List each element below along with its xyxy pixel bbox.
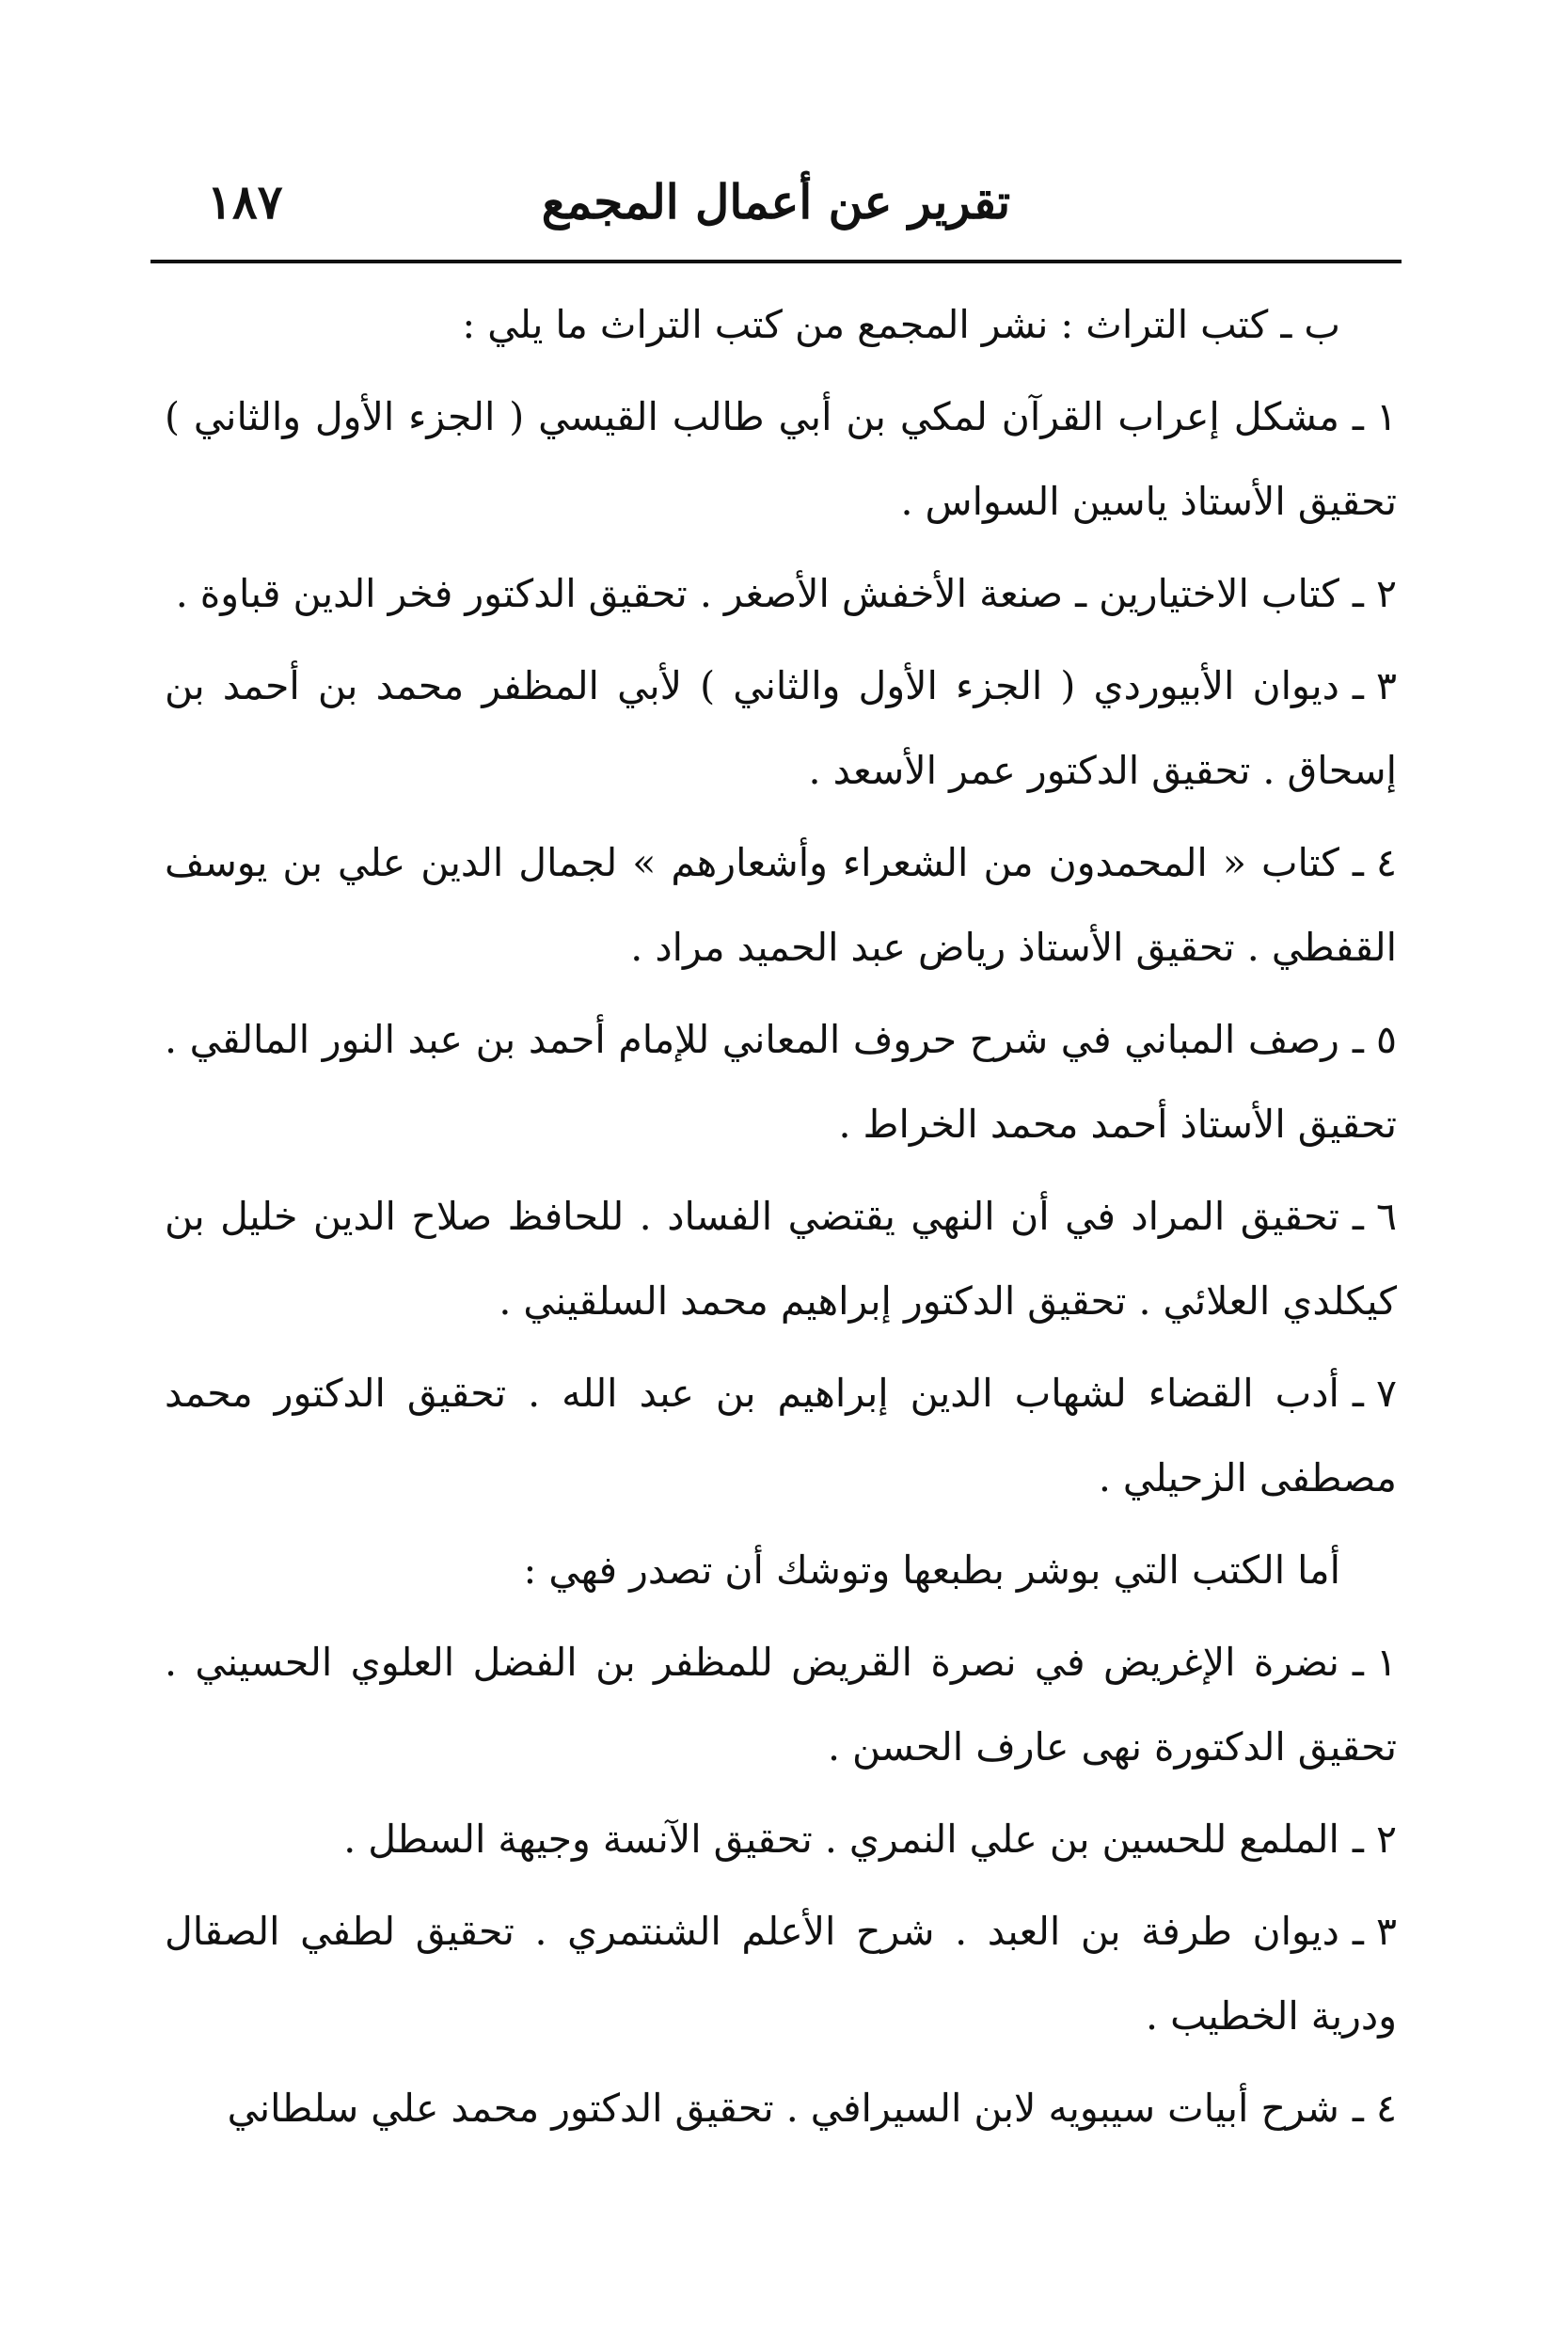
list-item bbox=[165, 374, 1397, 544]
item-number: ٤ ـ bbox=[1352, 840, 1397, 885]
item-text: رصف المباني في شرح حروف المعاني للإمام أحمد بن عبد النور المالقي . تحقيق الأستاذ أحمد محمد الخراط . bbox=[165, 1017, 1397, 1147]
item-text: كتاب « المحمدون من الشعراء وأشعارهم » لجمال الدين علي بن يوسف القفطي . تحقيق الأستاذ رياض عبد الحميد مراد . bbox=[165, 840, 1397, 970]
list-item bbox=[165, 997, 1397, 1167]
list-item bbox=[165, 1889, 1397, 2058]
section-intro-upcoming-books: أما الكتب التي بوشر بطبعها وتوشك أن تصدر فهي : bbox=[523, 1547, 1340, 1593]
page-number: ١٨٧ bbox=[207, 174, 283, 230]
item-text: مشكل إعراب القرآن لمكي بن أبي طالب القيسي ( الجزء الأول والثاني ) تحقيق الأستاذ ياسين السواس . bbox=[165, 394, 1397, 524]
upcoming-books-list bbox=[165, 1620, 1397, 2151]
list-item bbox=[165, 2066, 1397, 2151]
item-number: ١ ـ bbox=[1352, 1640, 1397, 1685]
list-item bbox=[165, 643, 1397, 813]
item-number: ٢ ـ bbox=[1352, 571, 1397, 616]
list-item bbox=[165, 1174, 1397, 1343]
page-header bbox=[150, 165, 1402, 249]
item-text: أدب القضاء لشهاب الدين إبراهيم بن عبد الله . تحقيق الدكتور محمد مصطفى الزحيلي . bbox=[165, 1371, 1397, 1500]
item-text: الملمع للحسين بن علي النمري . تحقيق الآنسة وجيهة السطل . bbox=[343, 1817, 1339, 1862]
list-item bbox=[165, 1351, 1397, 1520]
item-text: ديوان طرفة بن العبد . شرح الأعلم الشنتمري . تحقيق لطفي الصقال ودرية الخطيب . bbox=[165, 1909, 1397, 2039]
item-number: ٧ ـ bbox=[1352, 1371, 1397, 1416]
header-rule bbox=[150, 260, 1402, 263]
item-text: كتاب الاختيارين ـ صنعة الأخفش الأصغر . تحقيق الدكتور فخر الدين قباوة . bbox=[175, 571, 1339, 616]
item-text: ديوان الأبيوردي ( الجزء الأول والثاني ) لأبي المظفر محمد بن أحمد بن إسحاق . تحقيق الدكتور عمر الأسعد . bbox=[165, 663, 1397, 793]
item-number: ٢ ـ bbox=[1352, 1817, 1397, 1862]
item-number: ٦ ـ bbox=[1352, 1194, 1397, 1239]
list-item bbox=[165, 820, 1397, 990]
running-title: تقرير عن أعمال المجمع bbox=[541, 174, 1011, 230]
page-body bbox=[165, 282, 1397, 2158]
item-number: ٣ ـ bbox=[1352, 1909, 1397, 1954]
published-books-list bbox=[165, 374, 1397, 1520]
section-intro-heritage-books: ب ـ كتب التراث : نشر المجمع من كتب التراث ما يلي : bbox=[462, 302, 1340, 347]
list-item bbox=[165, 551, 1397, 636]
item-number: ٥ ـ bbox=[1352, 1017, 1397, 1062]
item-number: ٤ ـ bbox=[1352, 2086, 1397, 2131]
list-item bbox=[165, 1797, 1397, 1881]
item-number: ٣ ـ bbox=[1352, 663, 1397, 708]
item-number: ١ ـ bbox=[1352, 394, 1397, 439]
item-text: نضرة الإغريض في نصرة القريض للمظفر بن الفضل العلوي الحسيني . تحقيق الدكتورة نهى عارف الحسن . bbox=[165, 1640, 1397, 1770]
list-item bbox=[165, 1620, 1397, 1789]
item-text: شرح أبيات سيبويه لابن السيرافي . تحقيق الدكتور محمد علي سلطاني bbox=[227, 2086, 1339, 2131]
item-text: تحقيق المراد في أن النهي يقتضي الفساد . للحافظ صلاح الدين خليل بن كيكلدي العلائي . تحقيق الدكتور إبراهيم محمد السلقيني . bbox=[165, 1194, 1397, 1324]
